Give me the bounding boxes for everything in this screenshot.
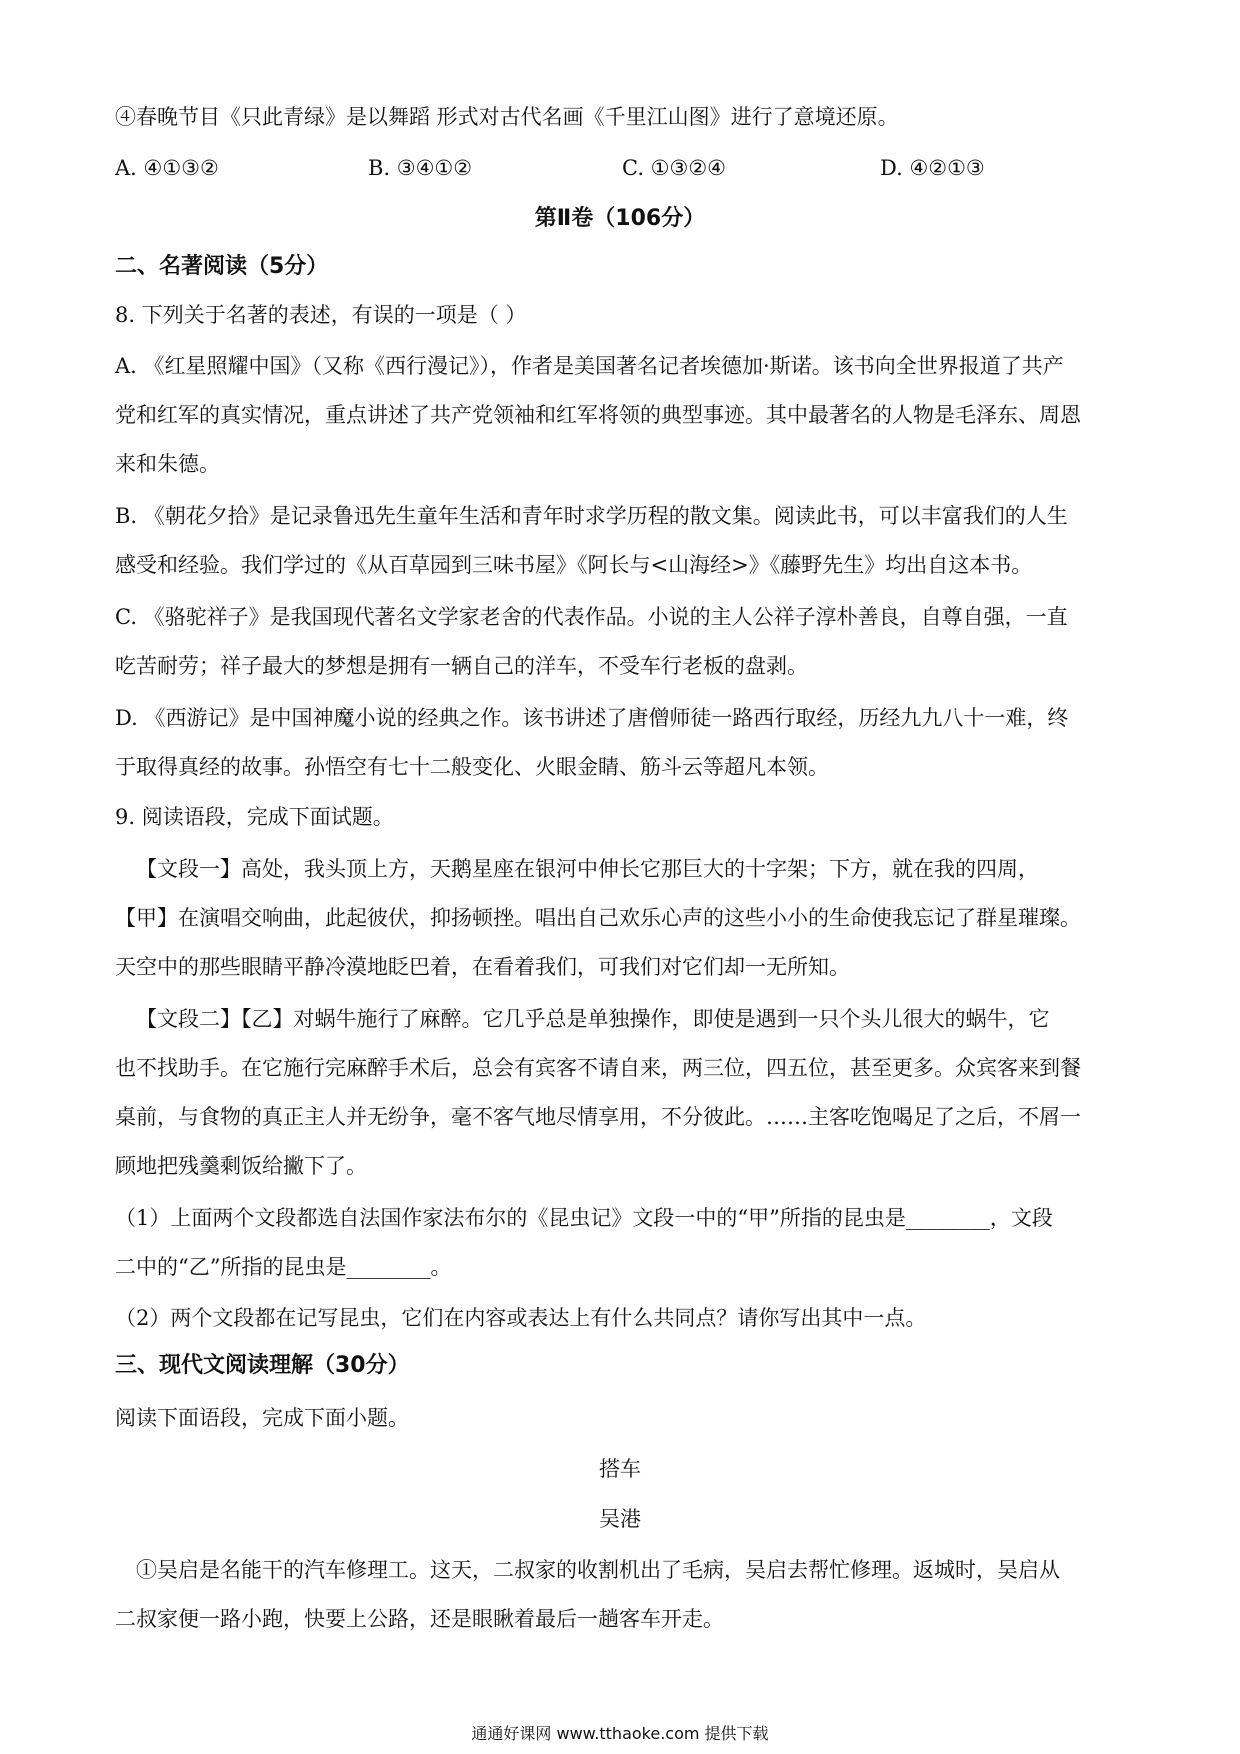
q9-sub1-line1: （1）上面两个文段都选自法国作家法布尔的《昆虫记》文段一中的“甲”所指的昆虫是________，文段 <box>115 1206 1053 1230</box>
q8-stem: 8. 下列关于名著的表述，有误的一项是（ ） <box>115 303 527 327</box>
q7-option-d: D. ④②①③ <box>880 156 985 180</box>
q9-stem: 9. 阅读语段，完成下面试题。 <box>115 805 394 829</box>
q7-option-a: A. ④①③② <box>115 156 219 180</box>
part2-title: 第Ⅱ卷（106分） <box>534 206 706 231</box>
q9-para2-line4: 顾地把残羹剩饭给撇下了。 <box>115 1154 367 1178</box>
q9-para1-line3: 天空中的那些眼睛平静冷漠地眨巴着，在看着我们，可我们对它们却一无所知。 <box>115 955 850 979</box>
q8-option-a-line2: 党和红军的真实情况，重点讲述了共产党领袖和红军将领的典型事迹。其中最著名的人物是毛泽东、周恩 <box>115 403 1081 427</box>
article-title: 搭车 <box>599 1457 641 1481</box>
section3-heading: 三、现代文阅读理解（30分） <box>115 1353 410 1378</box>
q7-option-c: C. ①③②④ <box>622 156 726 180</box>
q7-option-b: B. ③④①② <box>368 156 473 180</box>
q8-option-b-line2: 感受和经验。我们学过的《从百草园到三味书屋》《阿长与<山海经>》《藤野先生》均出自这本书。 <box>115 553 1033 577</box>
q9-para2-line3: 桌前，与食物的真正主人并无纷争，毫不客气地尽情享用，不分彼此。……主客吃饱喝足了之后，不屑一 <box>115 1105 1081 1129</box>
q9-sub1-line2: 二中的“乙”所指的昆虫是________。 <box>115 1255 452 1279</box>
q9-para1-line1: 【文段一】高处，我头顶上方，天鹅星座在银河中伸长它那巨大的十字架；下方，就在我的四周， <box>136 857 1039 881</box>
q8-option-a-line1: A. 《红星照耀中国》（又称《西行漫记》），作者是美国著名记者埃德加·斯诺。该书向全世界报道了共产 <box>115 354 1064 378</box>
q8-option-a-line3: 来和朱德。 <box>115 452 220 476</box>
q9-para1-line2: 【甲】在演唱交响曲，此起彼伏，抑扬顿挫。唱出自己欢乐心声的这些小小的生命使我忘记了群星璀璨。 <box>115 906 1081 930</box>
page-footer: 通通好课网 www.tthaoke.com 提供下载 <box>471 1724 769 1743</box>
section2-heading: 二、名著阅读（5分） <box>115 254 329 279</box>
q8-option-b-line1: B. 《朝花夕拾》是记录鲁迅先生童年生活和青年时求学历程的散文集。阅读此书，可以丰富我们的人生 <box>115 504 1068 528</box>
q8-option-d-line1: D. 《西游记》是中国神魔小说的经典之作。该书讲述了唐僧师徒一路西行取经，历经九九八十一难，终 <box>115 706 1069 730</box>
q9-para2-line2: 也不找助手。在它施行完麻醉手术后，总会有宾客不请自来，两三位，四五位，甚至更多。众宾客来到餐 <box>115 1056 1081 1080</box>
section3-intro: 阅读下面语段，完成下面小题。 <box>115 1406 409 1430</box>
q8-option-d-line2: 于取得真经的故事。孙悟空有七十二般变化、火眼金睛、筋斗云等超凡本领。 <box>115 755 829 779</box>
q7-options <box>115 156 1125 186</box>
article-para1-line2: 二叔家便一路小跑，快要上公路，还是眼瞅着最后一趟客车开走。 <box>115 1607 724 1631</box>
q9-para2-line1: 【文段二】【乙】对蜗牛施行了麻醉。它几乎总是单独操作，即使是遇到一只个头儿很大的蜗牛，它 <box>136 1007 1050 1031</box>
q9-sub2: （2）两个文段都在记写昆虫，它们在内容或表达上有什么共同点？请你写出其中一点。 <box>115 1306 927 1330</box>
q7-item4: ④春晚节目《只此青绿》是以舞蹈 形式对古代名画《千里江山图》进行了意境还原。 <box>115 105 899 129</box>
q8-option-c-line2: 吃苦耐劳；祥子最大的梦想是拥有一辆自己的洋车，不受车行老板的盘剥。 <box>115 654 808 678</box>
article-para1-line1: ①吴启是名能干的汽车修理工。这天，二叔家的收割机出了毛病，吴启去帮忙修理。返城时，吴启从 <box>136 1558 1060 1582</box>
article-author: 吴港 <box>599 1507 641 1531</box>
q8-option-c-line1: C. 《骆驼祥子》是我国现代著名文学家老舍的代表作品。小说的主人公祥子淳朴善良，自尊自强，一直 <box>115 605 1068 629</box>
